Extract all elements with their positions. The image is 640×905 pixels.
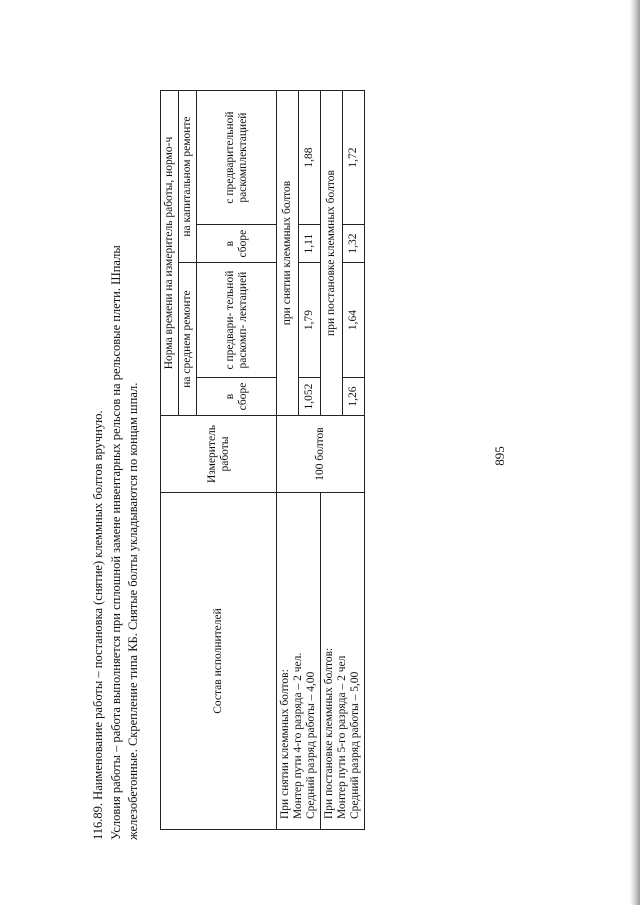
section-heading: 116.89. Наименование работы – постановка (снятие) клеммных болтов вручную.	[91, 410, 105, 840]
sostav-line: Монтер пути 5-го разряда – 2 чел	[336, 655, 348, 819]
page-edge-shadow	[630, 0, 640, 905]
izmeritel-cell: 100 болтов	[277, 416, 365, 493]
conditions-line: Условия работы – работа выполняется при сплошной замене инвентарных рельсов на рельсовые плети. Шпалы	[109, 245, 123, 840]
sostav-line: Средний разряд работы – 4,00	[305, 671, 317, 819]
value-cell: 1,32	[343, 225, 365, 263]
sostav-postanovka	[321, 493, 365, 830]
work-conditions	[108, 90, 142, 840]
sostav-snyatie	[277, 493, 321, 830]
value-cell: 1,64	[343, 263, 365, 378]
sostav-line: При постановке клеммных болтов:	[323, 647, 335, 819]
header-s-predv-kapitalnyj: с предварительной раскомплектацией	[197, 91, 277, 225]
sostav-line: Средний разряд работы – 5,00	[349, 671, 361, 819]
header-izmeritel: Измеритель работы	[161, 416, 277, 493]
conditions-line: железобетонные. Скрепление типа КБ. Снятые болты укладываются по концам шпал.	[126, 382, 140, 840]
value-cell: 1,26	[343, 378, 365, 416]
section-snyatie-label: при снятии клеммных болтов	[277, 91, 299, 416]
value-cell: 1,88	[299, 91, 321, 225]
rotated-content	[90, 90, 420, 840]
section-postanovka-label: при постановке клеммных болтов	[321, 91, 343, 416]
header-kapitalnyj: на капитальном ремонте	[179, 91, 197, 263]
header-v-sbore-kapitalnyj: в сборе	[197, 225, 277, 263]
sostav-line: Монтер пути 4-го разряда – 2 чел.	[292, 652, 304, 819]
value-cell: 1,79	[299, 263, 321, 378]
header-sostav: Состав исполнителей	[161, 493, 277, 830]
header-norma: Норма времени на измеритель работы, нормо-ч	[161, 91, 179, 416]
value-cell: 1,72	[343, 91, 365, 225]
header-v-sbore-srednij: в сборе	[197, 378, 277, 416]
sostav-line: При снятии клеммных болтов:	[279, 669, 291, 819]
header-srednij: на среднем ремонте	[179, 263, 197, 416]
page-number: 895	[492, 446, 507, 466]
value-cell: 1,11	[299, 225, 321, 263]
header-s-predv-srednij: с предвари- тельной раскомп- лектацией	[197, 263, 277, 378]
norms-table	[160, 90, 365, 830]
value-cell: 1,052	[299, 378, 321, 416]
